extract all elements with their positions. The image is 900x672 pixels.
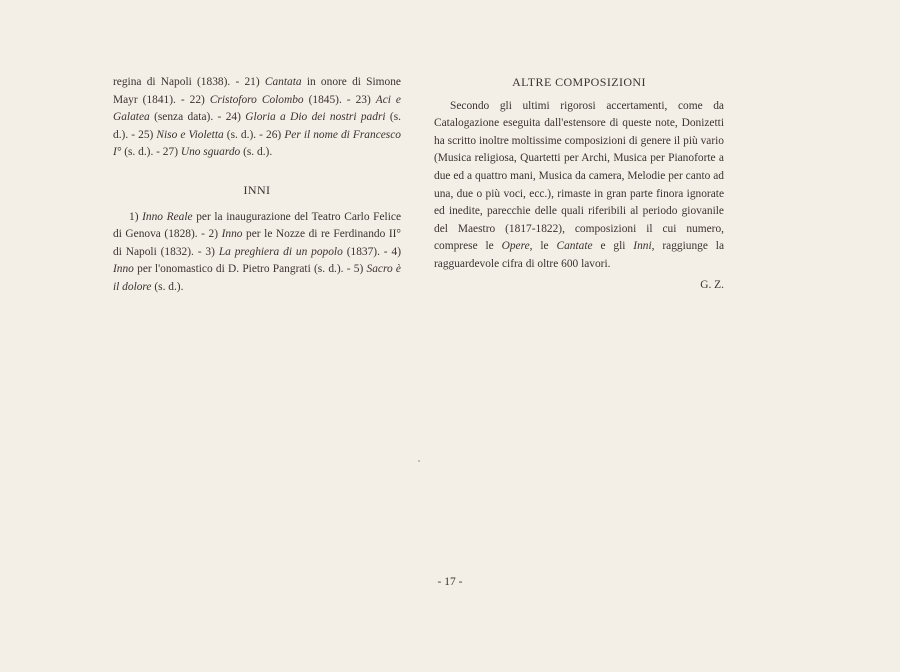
italic-title-run: Uno sguardo — [180, 146, 241, 159]
italic-title-run: Cantata — [264, 76, 302, 88]
italic-title-run: Inno — [221, 228, 243, 241]
italic-title-run: Aci e Galatea — [113, 93, 401, 124]
text-run: per l'onomastico di D. Pietro Pangrati (s. d.). - 5) — [133, 263, 367, 276]
text-run: (s. d.). — [151, 280, 184, 293]
italic-title-run: Sacro è il dolore — [113, 263, 401, 293]
text-run: (s. d.). - 26) — [223, 128, 285, 141]
altre-composizioni-paragraph — [434, 98, 724, 274]
italic-title-run: Gloria a Dio dei nostri padri — [245, 111, 386, 124]
italic-title-run: Cristoforo Colombo — [209, 93, 304, 106]
text-run: (s. d.). - 27) — [121, 146, 181, 159]
italic-title-run: Inno Reale — [142, 210, 193, 223]
italic-title-run: La preghiera di un popolo — [218, 245, 343, 258]
inni-paragraph — [113, 209, 401, 297]
text-run: (1837). - 4) — [342, 245, 401, 258]
text-run: e gli — [592, 240, 634, 253]
italic-title-run: Per il nome di Francesco I° — [113, 128, 401, 159]
text-run: in onore di Simone Mayr (1841). - 22) — [113, 76, 401, 106]
text-run: (s. d.). - 25) — [113, 111, 402, 141]
author-signature: G. Z. — [700, 278, 724, 291]
text-run: (senza data). - 24) — [149, 111, 246, 124]
italic-title-run: Niso e Violetta — [156, 128, 224, 141]
text-run: (s. d.). — [240, 146, 273, 159]
right-column — [434, 74, 724, 294]
text-run: , raggiunge la ragguardevole cifra di oltre 600 lavori. — [434, 240, 725, 270]
text-run: per le Nozze di re Ferdinando II° di Napoli (1832). - 3) — [113, 228, 401, 258]
section-heading-inni: INNI — [243, 182, 271, 197]
italic-title-run: Opere — [501, 240, 530, 253]
page-number: - 17 - — [437, 576, 463, 588]
text-run: regina di Napoli (1838). - 21) — [113, 76, 265, 88]
opening-paragraph — [113, 74, 401, 162]
text-run: (1845). - 23) — [303, 93, 376, 106]
paper-speck — [418, 460, 420, 462]
italic-title-run: Inni — [633, 240, 652, 253]
section-heading-altre-composizioni: ALTRE COMPOSIZIONI — [512, 75, 646, 89]
italic-title-run: Cantate — [556, 240, 593, 253]
text-run: per la inaugurazione del Teatro Carlo Felice di Genova (1828). - 2) — [113, 210, 401, 241]
text-run: 1) — [129, 210, 143, 223]
text-run: , le — [529, 240, 557, 253]
italic-title-run: Inno — [113, 263, 134, 276]
text-run: Secondo gli ultimi rigorosi accertamenti, come da Catalogazione eseguita dall'estensore di queste note, Donizetti ha scritto inoltre moltissime composizioni di genere il più vario (Musica religiosa, Quartetti per Archi, Musica per Pianoforte a due ed a quattro mani, Musica da camera, Melodie per canto ad una, due o più voci, ecc.), rimaste in gran parte finora ignorate ed inedite, parecchie delle quali riferibili al periodo giovanile del Maestro (1817-1822), composizioni il cui numero, comprese le — [434, 99, 724, 253]
left-column — [113, 74, 401, 297]
